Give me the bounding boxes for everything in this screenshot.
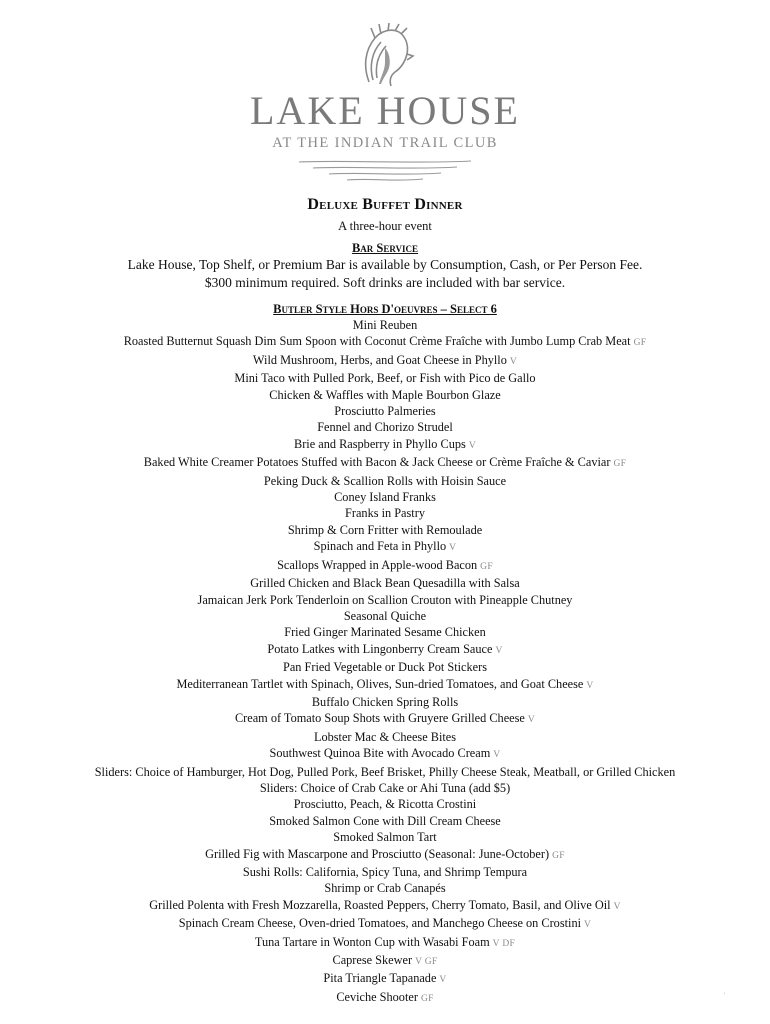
menu-item-name: Pita Triangle Tapanade bbox=[323, 971, 437, 986]
menu-item-name: Smoked Salmon Cone with Dill Cream Cheese bbox=[269, 813, 501, 828]
menu-item bbox=[0, 592, 770, 608]
menu-item bbox=[0, 641, 770, 659]
menu-item bbox=[0, 419, 770, 435]
wave-lines-icon bbox=[295, 158, 475, 184]
menu-item bbox=[0, 624, 770, 640]
menu-item-name: Potato Latkes with Lingonberry Cream Sauce bbox=[267, 641, 493, 656]
menu-item bbox=[0, 557, 770, 575]
menu-item bbox=[0, 333, 770, 351]
dietary-tag: V bbox=[527, 715, 536, 726]
menu-item-name: Jamaican Jerk Pork Tenderloin on Scallion Crouton with Pineapple Chutney bbox=[197, 592, 573, 607]
menu-item bbox=[0, 575, 770, 591]
menu-item bbox=[0, 403, 770, 419]
dietary-tag: V bbox=[613, 901, 621, 912]
menu-item bbox=[0, 897, 770, 915]
menu-item-name: Shrimp or Crab Canapés bbox=[324, 881, 446, 896]
corner-mark: ˌ bbox=[723, 985, 726, 994]
menu-item-name: Shrimp & Corn Fritter with Remoulade bbox=[287, 522, 483, 537]
menu-item-name: Coney Island Franks bbox=[334, 490, 436, 505]
menu-item bbox=[0, 915, 770, 933]
dietary-tag: V bbox=[584, 920, 592, 931]
menu-item bbox=[0, 729, 770, 745]
menu-item-name: Fennel and Chorizo Strudel bbox=[317, 420, 453, 435]
menu-item-name: Ceviche Shooter bbox=[336, 989, 418, 1004]
menu-item-name: Grilled Polenta with Fresh Mozzarella, Roasted Peppers, Cherry Tomato, Basil, and Olive Oil bbox=[149, 897, 611, 912]
menu-item bbox=[0, 934, 770, 952]
menu-item bbox=[0, 659, 770, 675]
menu-item-name: Pan Fried Vegetable or Duck Pot Stickers bbox=[282, 660, 487, 675]
dietary-tag: V bbox=[509, 356, 518, 367]
menu-item-name: Grilled Fig with Mascarpone and Prosciutto (Seasonal: June-October) bbox=[205, 846, 550, 861]
dietary-tag: GF bbox=[552, 850, 565, 861]
menu-item-name: Mini Taco with Pulled Pork, Beef, or Fish with Pico de Gallo bbox=[234, 371, 536, 386]
hors-doeuvres-heading: Butler Style Hors D'oeuvres – Select 6 bbox=[273, 302, 497, 316]
menu-content bbox=[0, 195, 770, 1007]
dietary-tag: GF bbox=[480, 561, 493, 572]
menu-item bbox=[0, 880, 770, 896]
lake-house-logo bbox=[0, 22, 770, 184]
menu-item-name: Cream of Tomato Soup Shots with Gruyere Grilled Cheese bbox=[234, 711, 525, 726]
menu-item-name: Sushi Rolls: California, Spicy Tuna, and Shrimp Tempura bbox=[242, 865, 528, 879]
menu-item-name: Scallops Wrapped in Apple-wood Bacon bbox=[277, 557, 478, 572]
menu-item bbox=[0, 538, 770, 556]
dietary-tag: V bbox=[468, 440, 476, 451]
page-subtitle: A three-hour event bbox=[338, 219, 432, 233]
dietary-tag: GF bbox=[633, 338, 647, 349]
menu-item bbox=[0, 764, 770, 780]
menu-item-name: Seasonal Quiche bbox=[343, 608, 427, 623]
menu-item-name: Southwest Quinoa Bite with Avocado Cream bbox=[269, 746, 491, 761]
logo-name: LAKE HOUSE bbox=[250, 88, 520, 133]
menu-item bbox=[0, 436, 770, 454]
menu-item-name: Brie and Raspberry in Phyllo Cups bbox=[294, 436, 466, 451]
menu-item bbox=[0, 952, 770, 970]
menu-item bbox=[0, 780, 770, 796]
menu-item-name: Peking Duck & Scallion Rolls with Hoisin Sauce bbox=[263, 473, 507, 488]
menu-item-name: Mini Reuben bbox=[352, 318, 418, 332]
dietary-tag: V bbox=[439, 975, 447, 986]
menu-item bbox=[0, 813, 770, 829]
bar-service-heading: Bar Service bbox=[351, 241, 419, 255]
menu-item-name: Smoked Salmon Tart bbox=[333, 830, 437, 845]
menu-item bbox=[0, 676, 770, 694]
menu-item bbox=[0, 710, 770, 728]
menu-item-name: Tuna Tartare in Wonton Cup with Wasabi Foam bbox=[254, 934, 490, 949]
menu-item bbox=[0, 489, 770, 505]
hors-doeuvres-list bbox=[0, 317, 770, 1007]
menu-item-name: Mediterranean Tartlet with Spinach, Olives, Sun-dried Tomatoes, and Goat Cheese bbox=[176, 676, 584, 691]
menu-item-name: Buffalo Chicken Spring Rolls bbox=[311, 694, 459, 709]
menu-item bbox=[0, 370, 770, 386]
menu-item-name: Caprese Skewer bbox=[332, 953, 413, 968]
menu-item-name: Prosciutto Palmeries bbox=[334, 404, 436, 419]
menu-item-name: Lobster Mac & Cheese Bites bbox=[313, 729, 457, 744]
dietary-tag: V bbox=[449, 543, 457, 554]
menu-item bbox=[0, 846, 770, 864]
menu-item-name: Chicken & Waffles with Maple Bourbon Glaze bbox=[269, 387, 501, 402]
dietary-tag: GF bbox=[613, 459, 627, 470]
menu-item bbox=[0, 522, 770, 538]
dietary-tag: V DF bbox=[492, 938, 516, 949]
logo-subtitle: AT THE INDIAN TRAIL CLUB bbox=[272, 135, 498, 151]
menu-item bbox=[0, 473, 770, 489]
menu-item bbox=[0, 505, 770, 521]
menu-item bbox=[0, 608, 770, 624]
dietary-tag: V GF bbox=[415, 957, 438, 968]
bar-service-line-2: $300 minimum required. Soft drinks are included with bar service. bbox=[204, 275, 566, 290]
menu-item bbox=[0, 694, 770, 710]
menu-item bbox=[0, 352, 770, 370]
dietary-tag: V bbox=[586, 680, 594, 691]
menu-item-name: Wild Mushroom, Herbs, and Goat Cheese in Phyllo bbox=[252, 352, 507, 367]
menu-item bbox=[0, 454, 770, 472]
bar-service-line-1: Lake House, Top Shelf, or Premium Bar is available by Consumption, Cash, or Per Person Fee. bbox=[127, 257, 643, 272]
menu-item-name: Fried Ginger Marinated Sesame Chicken bbox=[284, 625, 486, 640]
dietary-tag: V bbox=[493, 750, 501, 761]
menu-item bbox=[0, 829, 770, 845]
menu-item-name: Roasted Butternut Squash Dim Sum Spoon with Coconut Crème Fraîche with Jumbo Lump Crab Meat bbox=[123, 334, 631, 349]
menu-item bbox=[0, 864, 770, 880]
dietary-tag: V bbox=[495, 645, 503, 656]
menu-item bbox=[0, 745, 770, 763]
menu-item-name: Spinach and Feta in Phyllo bbox=[313, 539, 447, 554]
menu-item-name: Prosciutto, Peach, & Ricotta Crostini bbox=[293, 797, 477, 812]
menu-item-name: Spinach Cream Cheese, Oven-dried Tomatoes, and Manchego Cheese on Crostini bbox=[178, 916, 582, 931]
menu-item bbox=[0, 317, 770, 333]
menu-item-name: Franks in Pastry bbox=[345, 506, 425, 521]
menu-item bbox=[0, 796, 770, 812]
indian-headdress-icon bbox=[345, 22, 425, 90]
menu-item-name: Baked White Creamer Potatoes Stuffed with Bacon & Jack Cheese or Crème Fraîche & Caviar bbox=[143, 455, 611, 470]
menu-item bbox=[0, 970, 770, 988]
menu-item bbox=[0, 989, 770, 1007]
page-title: Deluxe Buffet Dinner bbox=[307, 196, 463, 213]
menu-item-name: Sliders: Choice of Hamburger, Hot Dog, Pulled Pork, Beef Brisket, Philly Cheese Steak, Meatball, or Grilled Chicken bbox=[94, 764, 676, 779]
menu-item-name: Grilled Chicken and Black Bean Quesadilla with Salsa bbox=[250, 576, 520, 591]
menu-item bbox=[0, 387, 770, 403]
dietary-tag: GF bbox=[420, 993, 434, 1004]
menu-item-name: Sliders: Choice of Crab Cake or Ahi Tuna (add $5) bbox=[259, 780, 511, 795]
